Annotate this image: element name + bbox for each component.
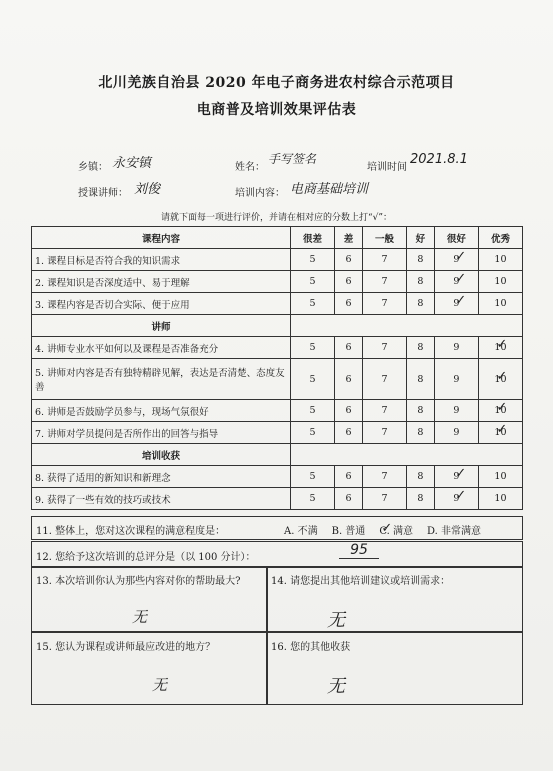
- score-cell[interactable]: 7: [362, 337, 406, 359]
- name-signature[interactable]: 手写签名: [268, 152, 317, 166]
- selected-score-mark: 9 ✓: [453, 254, 459, 265]
- name-label: 姓名：: [235, 162, 265, 173]
- table-row: [32, 337, 523, 359]
- time-label: 培训时间: [367, 162, 407, 173]
- score-cell[interactable]: 6: [335, 466, 363, 488]
- criterion-label: 2. 课程知识是否深度适中、易于理解: [32, 271, 291, 293]
- score-cell[interactable]: 8: [406, 271, 434, 293]
- header-average: 一般: [362, 227, 406, 249]
- selected-score-mark: 10 ✓: [494, 405, 506, 416]
- score-cell[interactable]: 7: [362, 422, 406, 444]
- q11-box: [31, 516, 523, 540]
- table-row: [32, 359, 523, 400]
- score-cell[interactable]: 9: [434, 400, 478, 422]
- q12-answer[interactable]: 95: [339, 542, 379, 559]
- score-cell[interactable]: 7: [362, 488, 406, 510]
- score-cell[interactable]: 8: [406, 359, 434, 400]
- q11-options: [284, 522, 495, 537]
- selected-score-mark: 10 ✓: [494, 374, 506, 385]
- criterion-label: 5. 讲师对内容是否有独特精辟见解，表达是否清楚、态度友善: [32, 359, 291, 400]
- score-cell[interactable]: [434, 466, 478, 488]
- score-cell[interactable]: 5: [291, 488, 335, 510]
- q11-option[interactable]: B. 普通: [331, 526, 366, 537]
- score-cell[interactable]: 6: [335, 488, 363, 510]
- score-cell[interactable]: 5: [291, 466, 335, 488]
- score-cell[interactable]: 8: [406, 488, 434, 510]
- score-cell[interactable]: 8: [406, 249, 434, 271]
- table-row: [32, 249, 523, 271]
- header-very-poor: 很差: [291, 227, 335, 249]
- score-cell[interactable]: 8: [406, 422, 434, 444]
- q16-text: 16. 您的其他收获: [271, 642, 351, 653]
- score-cell[interactable]: 9: [434, 422, 478, 444]
- score-cell[interactable]: 7: [362, 466, 406, 488]
- q11-option[interactable]: A. 不满: [284, 526, 318, 537]
- criterion-label: 1. 课程目标是否符合我的知识需求: [32, 249, 291, 271]
- score-cell[interactable]: 8: [406, 466, 434, 488]
- header-excellent: 优秀: [478, 227, 522, 249]
- score-cell[interactable]: 8: [406, 293, 434, 315]
- selected-score-mark: 9 ✓: [453, 298, 459, 309]
- section-spacer: [291, 444, 523, 466]
- table-header-row: [32, 227, 523, 249]
- teacher-label: 授课讲师：: [78, 188, 128, 199]
- table-row: [32, 466, 523, 488]
- criterion-label: 7. 讲师对学员提问是否所作出的回答与指导: [32, 422, 291, 444]
- q12-text: 12. 您给予这次培训的总评分是（以 100 分计）：: [36, 552, 256, 563]
- score-cell[interactable]: [434, 293, 478, 315]
- score-cell[interactable]: 5: [291, 271, 335, 293]
- table-row: [32, 271, 523, 293]
- q13-text: 13. 本次培训你认为那些内容对你的帮助最大?: [36, 576, 241, 587]
- score-cell[interactable]: [478, 337, 522, 359]
- selected-score-mark: 10 ✓: [494, 342, 506, 353]
- score-table: [31, 226, 523, 510]
- score-cell[interactable]: 7: [362, 359, 406, 400]
- q14-answer[interactable]: 无: [327, 610, 345, 631]
- score-cell[interactable]: 7: [362, 400, 406, 422]
- q14-box: [266, 567, 523, 633]
- selected-score-mark: 9 ✓: [453, 493, 459, 504]
- table-row: [32, 488, 523, 510]
- score-cell[interactable]: 7: [362, 271, 406, 293]
- form-subtitle: 电商普及培训效果评估表: [196, 102, 357, 118]
- score-cell[interactable]: 7: [362, 293, 406, 315]
- criterion-label: 3. 课程内容是否切合实际、便于应用: [32, 293, 291, 315]
- score-cell[interactable]: 5: [291, 400, 335, 422]
- score-cell[interactable]: 10: [478, 488, 522, 510]
- instruction-text: 请就下面每一项进行评价，并请在相对应的分数上打“√”：: [161, 213, 392, 223]
- score-cell[interactable]: 5: [291, 422, 335, 444]
- score-cell[interactable]: 6: [335, 271, 363, 293]
- q11-text: 11. 整体上，您对这次课程的满意程度是：: [36, 526, 226, 537]
- score-cell[interactable]: 5: [291, 293, 335, 315]
- table-row: [32, 293, 523, 315]
- score-cell[interactable]: 9: [434, 337, 478, 359]
- score-cell[interactable]: 10: [478, 466, 522, 488]
- q13-box: [31, 567, 268, 633]
- table-row: [32, 400, 523, 422]
- criterion-label: 8. 获得了适用的新知识和新理念: [32, 466, 291, 488]
- score-cell[interactable]: 6: [335, 337, 363, 359]
- score-cell[interactable]: 6: [335, 400, 363, 422]
- score-cell[interactable]: [478, 422, 522, 444]
- form-title: 北川羌族自治县 2020 年电子商务进农村综合示范项目: [98, 75, 455, 91]
- score-cell[interactable]: [478, 400, 522, 422]
- q15-box: [31, 631, 268, 705]
- content-value[interactable]: 电商基础培训: [290, 182, 369, 197]
- header-poor: 差: [335, 227, 363, 249]
- score-cell[interactable]: 8: [406, 400, 434, 422]
- score-cell[interactable]: 5: [291, 359, 335, 400]
- score-cell[interactable]: [434, 488, 478, 510]
- score-cell[interactable]: 6: [335, 293, 363, 315]
- q14-text: 14. 请您提出其他培训建议或培训需求：: [271, 576, 451, 587]
- q15-text: 15. 您认为课程或讲师最应改进的地方？: [36, 642, 216, 653]
- score-cell[interactable]: 5: [291, 337, 335, 359]
- score-cell[interactable]: [434, 249, 478, 271]
- header-very-good: 很好: [434, 227, 478, 249]
- criterion-label: 4. 讲师专业水平如何以及课程是否准备充分: [32, 337, 291, 359]
- score-cell[interactable]: 10: [478, 271, 522, 293]
- score-cell[interactable]: 10: [478, 293, 522, 315]
- section-title: 培训收获: [32, 444, 291, 466]
- selected-score-mark: 10 ✓: [494, 427, 506, 438]
- q16-answer[interactable]: 无: [327, 676, 345, 697]
- header-good: 好: [406, 227, 434, 249]
- town-value[interactable]: 永安镇: [112, 156, 152, 171]
- score-cell[interactable]: 5: [291, 249, 335, 271]
- score-cell[interactable]: 6: [335, 359, 363, 400]
- section-spacer: [291, 315, 523, 337]
- q15-answer[interactable]: 无: [152, 676, 168, 694]
- criterion-label: 6. 讲师是否鼓励学员参与，现场气氛很好: [32, 400, 291, 422]
- q11-option[interactable]: C. 满意 ✓: [379, 526, 413, 537]
- town-label: 乡镇：: [78, 162, 108, 173]
- selected-score-mark: 9 ✓: [453, 276, 459, 287]
- criterion-label: 9. 获得了一些有效的技巧或技术: [32, 488, 291, 510]
- selected-score-mark: 9 ✓: [453, 471, 459, 482]
- score-cell[interactable]: 6: [335, 422, 363, 444]
- score-cell[interactable]: 7: [362, 249, 406, 271]
- section-row: [32, 315, 523, 337]
- table-row: [32, 422, 523, 444]
- q13-answer[interactable]: 无: [132, 608, 148, 626]
- q11-option[interactable]: D. 非常满意: [426, 526, 481, 537]
- section-title: 讲师: [32, 315, 291, 337]
- q16-box: [266, 631, 523, 705]
- header-course-content: 课程内容: [32, 227, 291, 249]
- content-label: 培训内容：: [235, 188, 285, 199]
- teacher-value[interactable]: 刘俊: [134, 182, 161, 197]
- time-value[interactable]: 2021.8.1: [410, 152, 468, 167]
- score-cell[interactable]: 8: [406, 337, 434, 359]
- q12-box: [31, 541, 523, 567]
- section-row: [32, 444, 523, 466]
- score-cell[interactable]: [478, 359, 522, 400]
- score-cell[interactable]: 9: [434, 359, 478, 400]
- score-cell[interactable]: 6: [335, 249, 363, 271]
- score-cell[interactable]: [434, 271, 478, 293]
- score-cell[interactable]: 10: [478, 249, 522, 271]
